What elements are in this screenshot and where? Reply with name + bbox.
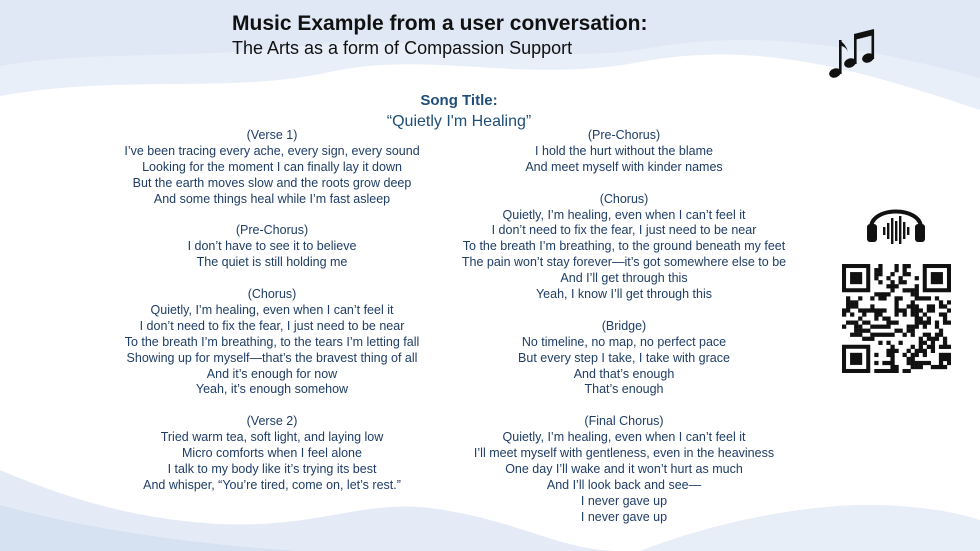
stanza-heading: (Bridge) [601, 318, 647, 333]
lyric-line: I’ve been tracing every ache, every sign, every sound [124, 143, 420, 158]
qr-code[interactable] [842, 264, 951, 373]
lyric-line: I never gave up [580, 493, 668, 508]
lyric-line: The pain won’t stay forever—it’s got somewhere else to be [461, 255, 787, 270]
lyric-line: And I’ll get through this [560, 271, 688, 286]
lyric-line: And meet myself with kinder names [525, 159, 723, 174]
stanza-pre-chorus-2 [454, 128, 794, 176]
lyrics-left-column [102, 128, 442, 510]
stanza-final-chorus [454, 414, 794, 525]
header-title: Music Example from a user conversation: [232, 12, 648, 35]
lyric-line: But the earth moves slow and the roots grow deep [132, 175, 412, 190]
stanza-bridge [454, 319, 794, 399]
lyric-line: The quiet is still holding me [196, 255, 348, 270]
stanza-pre-chorus [102, 223, 442, 271]
lyric-line: And whisper, “You’re tired, come on, let’s rest.” [143, 477, 401, 492]
lyric-line: No timeline, no map, no perfect pace [521, 334, 727, 349]
lyric-line: And I’ll look back and see— [546, 477, 702, 492]
stanza-verse-1 [102, 128, 442, 208]
lyric-line: And it’s enough for now [206, 366, 338, 381]
lyric-line: But every step I take, I take with grace [518, 350, 730, 365]
lyric-line: To the breath I’m breathing, to the tears I’m letting fall [124, 334, 420, 349]
stanza-heading: (Chorus) [599, 191, 649, 206]
stanza-heading: (Chorus) [247, 287, 297, 302]
lyric-line: Showing up for myself—that’s the bravest thing of all [126, 350, 418, 365]
lyric-line: Micro comforts when I feel alone [182, 446, 362, 461]
header [232, 10, 647, 59]
lyric-line: Yeah, it’s enough somehow [195, 382, 349, 397]
lyric-line: Tried warm tea, soft light, and laying low [160, 430, 384, 445]
lyric-line: Quietly, I’m healing, even when I can’t feel it [150, 302, 394, 317]
stanza-chorus [102, 287, 442, 398]
music-notes-icon [826, 26, 878, 82]
lyric-line: And some things heal while I’m fast asleep [153, 191, 391, 206]
lyric-line: Quietly, I’m healing, even when I can’t feel it [502, 430, 746, 445]
lyric-line: I hold the hurt without the blame [535, 143, 713, 158]
lyric-line: I never gave up [580, 509, 668, 524]
lyric-line: I don’t need to fix the fear, I just need to be near [491, 223, 757, 238]
stanza-heading: (Verse 2) [246, 414, 298, 429]
lyric-line: Looking for the moment I can finally lay it down [142, 159, 402, 174]
lyric-line: And that’s enough [573, 366, 675, 381]
lyric-line: I don’t have to see it to believe [187, 239, 357, 254]
stanza-heading: (Verse 1) [246, 128, 298, 142]
stanza-heading: (Pre-Chorus) [235, 223, 309, 238]
song-title: “Quietly I'm Healing” [386, 113, 532, 130]
song-title-label: Song Title: [420, 92, 498, 109]
lyric-line: That’s enough [584, 382, 664, 397]
stanza-verse-2 [102, 414, 442, 494]
header-subtitle: The Arts as a form of Compassion Support [232, 38, 573, 58]
stanza-heading: (Final Chorus) [584, 414, 664, 429]
lyric-line: Quietly, I’m healing, even when I can’t feel it [502, 207, 746, 222]
lyrics-right-column [454, 128, 794, 542]
stanza-chorus-2 [454, 192, 794, 303]
lyric-line: I’ll meet myself with gentleness, even in the heaviness [473, 446, 775, 461]
lyric-line: One day I’ll wake and it won’t hurt as much [505, 461, 743, 476]
lyric-line: Yeah, I know I’ll get through this [535, 287, 713, 302]
lyric-line: To the breath I’m breathing, to the ground beneath my feet [462, 239, 786, 254]
lyric-line: I talk to my body like it’s trying its best [167, 461, 377, 476]
lyric-line: I don’t need to fix the fear, I just need to be near [139, 318, 405, 333]
headphones-icon [865, 196, 927, 246]
stanza-heading: (Pre-Chorus) [587, 128, 661, 142]
